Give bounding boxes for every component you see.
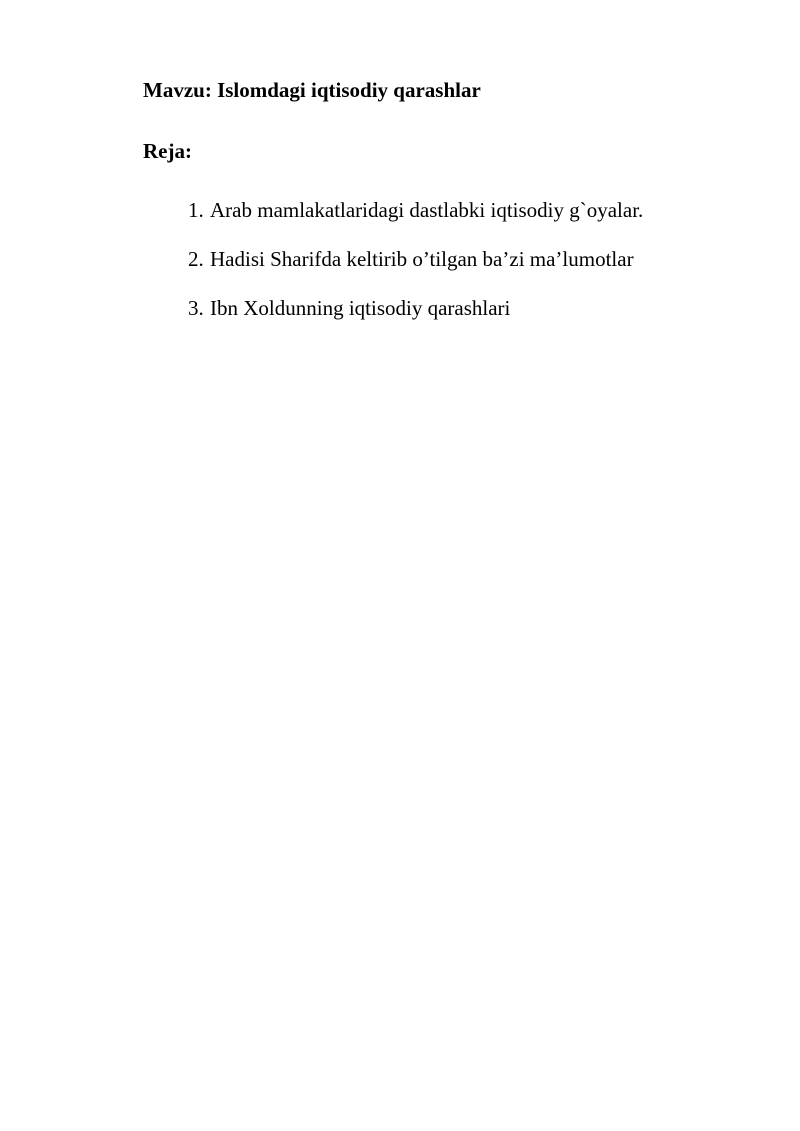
plan-item-text: Hadisi Sharifda keltirib o’tilgan ba’zi ma’lumotlar xyxy=(210,247,634,271)
plan-item-number: 2. xyxy=(188,247,204,271)
plan-item xyxy=(188,246,643,272)
plan-item-text: Ibn Xoldunning iqtisodiy qarashlari xyxy=(210,296,511,320)
plan-item-text: Arab mamlakatlaridagi dastlabki iqtisodiy g`oyalar. xyxy=(210,198,644,222)
plan-heading: Reja: xyxy=(143,139,192,163)
plan-item xyxy=(188,295,643,321)
plan-list xyxy=(188,197,643,344)
plan-item-number: 3. xyxy=(188,296,204,320)
plan-item-number: 1. xyxy=(188,198,204,222)
plan-item xyxy=(188,197,643,223)
document-topic-title: Mavzu: Islomdagi iqtisodiy qarashlar xyxy=(143,78,481,102)
